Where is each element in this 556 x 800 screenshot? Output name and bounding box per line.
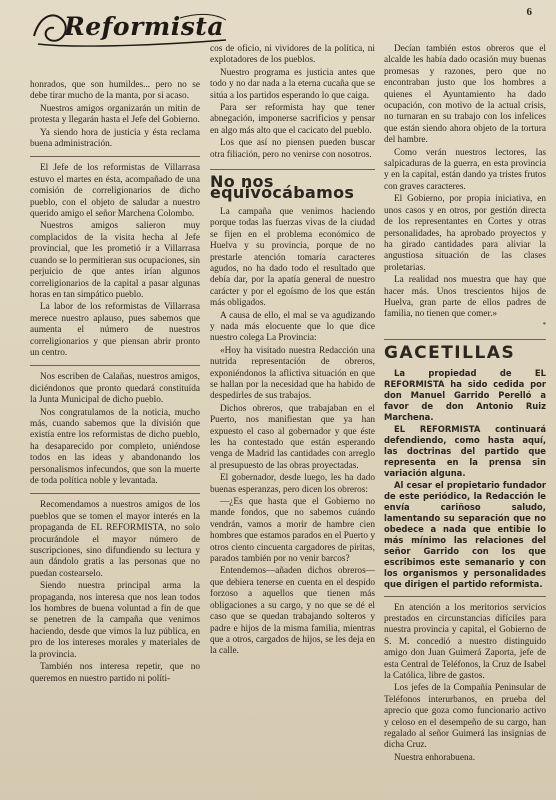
- divider: [384, 596, 546, 597]
- paragraph: También nos interesa repetir, que no queremos en nuestro partido ni políti-: [30, 662, 200, 684]
- paragraph: La realidad nos muestra que hay que hacer más. Unos trescientos hijos de Huelva, gran parte de ellos padres de familia, no tienen que comer.»: [384, 275, 546, 320]
- column-1: [30, 80, 200, 686]
- paragraph: Entendemos—añaden dichos obreros—que debiera tenerse en cuenta en el despido forzoso a aquellos que tienen más obligaciones a su cargo, y no que se dé el caso que se quedan trabajando solteros y padre e hijos de la misma familia, mientras que a otros, cargados de hijos, se les deja en la calle.: [210, 566, 375, 657]
- divider: [30, 493, 200, 494]
- paragraph: Nos escriben de Calañas, nuestros amigos, diciéndonos que pronto quedará constituída la Junta Municipal de dicho pueblo.: [30, 372, 200, 406]
- paragraph: La campaña que venimos haciendo porque todas las fuerzas vivas de la ciudad se fijen en el problema económico de Huelva y su provincia, porque de no prestarle atención tomaría caracteres agudos, no ha dado todo el resultado que debía dar, por la apatía general de nuestro carácter y por el egoísmo de los que están más obligados.: [210, 206, 375, 309]
- paragraph: Siendo nuestra principal arma la propaganda, nos interesa que nos lean todos los hombres de buena voluntad a fin de que se penetren de la campaña que venimos haciendo, desde que vimos la luz pública, en pro de los intereses morales y materiales de la provincia.: [30, 581, 200, 660]
- paragraph: Ya siendo hora de justicia y ésta reclama buena administración.: [30, 127, 200, 150]
- article-signature: *: [542, 320, 546, 329]
- paragraph: Para ser reformista hay que tener abnegación, imponerse sacrificios y pensar en algo más alto que el cacicato del pueblo.: [210, 103, 375, 136]
- paragraph: «Hoy ha visitado nuestra Redacción una nutrida representación de obreros, exponiéndonos la aflictiva situación en que se hallan por la necesidad que ha habido de despedirles de sus trabajos.: [210, 345, 375, 402]
- paragraph: —¿Es que hasta que el Gobierno no mande fondos, que no sabemos cuándo vendrán, vamos a morir de hambre cien hombres que estamos parados en el Puerto y otros ciento cincuenta cargadores de piritas, parados también por no venir barcos?: [210, 497, 375, 565]
- paragraph: Nuestros amigos salieron muy complacidos de la visita hecha al Jefe provincial, que les prometió ir a Villarrasa cuando se lo permitieran sus ocupaciones, sin perjuicio de que antes irían algunos correligionarios de la capital a pasar algunas horas en tan simpático pueblo.: [30, 221, 200, 300]
- paragraph: Los que así no piensen pueden buscar otra filiación, pero no venirse con nosotros.: [210, 138, 375, 160]
- notice-paragraph: La propiedad de EL REFORMISTA ha sido cedida por don Manuel Garrido Perelló a favor de don Antonio Ruiz Marchena.: [384, 367, 546, 422]
- divider: [30, 365, 200, 366]
- paragraph: Nos congratulamos de la noticia, mucho más, cuando sabemos que la división que existía entre los reformistas de dicho pueblo, ha desaparecido por completo, uniéndose todos en las ideas y abandonando los personalismos infecundos, que son la muerte de toda política noble y levantada.: [30, 407, 200, 486]
- paragraph: Nuestra enhorabuena.: [394, 752, 476, 763]
- paragraph: La labor de los reformistas de Villarrasa merece nuestro aplauso, pues sabemos que aumenta el número de nuestros correligionarios y que piensan abrir pronto un centro.: [30, 302, 200, 358]
- paragraph: El Gobierno, por propia iniciativa, en unos casos y en otros, por gestión directa de los representantes en Cortes y otras personalidades, ha aprobado proyectos y ha girado cantidades para aliviar la angustiosa situación de las clases proletarias.: [384, 194, 546, 273]
- paragraph: Los jefes de la Compañía Peninsular de Teléfonos interurbanos, en prueba del aprecio que goza como funcionario activo y celoso en el desempeño de su cargo, han regalado al señor Guimerá las insignias de dicha Cruz.: [384, 683, 546, 751]
- section-heading-no-nos-equivocabamos: No nos equivocábamos: [210, 169, 375, 199]
- paragraph: Nuestro programa es justicia antes que todo y no dar nada a la eterna cucaña que se sitúa a los partidos esperando lo que caiga.: [210, 67, 375, 101]
- paragraph: cos de oficio, ni vividores de la política, ni explotadores de los pueblos.: [210, 44, 375, 66]
- paragraph: honrados, que son humildes... pero no se debe tirar mucho de la manta, por si acaso.: [30, 80, 200, 102]
- paragraph: A causa de ello, el mal se va agudizando y nada más elocuente que lo que dice nuestro colega La Provincia:: [210, 310, 375, 344]
- paragraph: En atención a los meritorios servicios prestados en circunstancias difíciles para nuestra provincia y capital, el Gobierno de S. M. concedió a nuestro distinguido amigo don Juan Guimerá Zaporta, jefe de esta Central de Teléfonos, la Cruz de Isabel la Católica, libre de gastos.: [384, 602, 546, 681]
- paragraph: Dichos obreros, que trabajaban en el Puerto, nos manifiestan que ya han expuesto el caso al gobernador y que éste les ha contestado que están esperando venga de Madrid las cantidades con arreglo al presupuesto de las obras proyectadas.: [210, 403, 375, 471]
- paragraph: El gobernador, desde luego, les ha dado buenas esperanzas, pero dicen los obreros:: [210, 473, 375, 495]
- paragraph: El Jefe de los reformistas de Villarrasa estuvo el martes en ésta, acompañado de una comisión de correligionarios de dicho pueblo, con el objeto de saludar a nuestro querido amigo el señor Marchena Colombo.: [30, 163, 200, 220]
- paragraph: Recomendamos a nuestros amigos de los pueblos que se tomen el mayor interés en la propaganda de EL REFORMISTA, no solo procurándole el mayor número de suscripciones, sino difundiendo su lectura y aun dándolo gratis a las personas que no puedan costearselo.: [30, 500, 200, 579]
- paragraph: Como verán nuestros lectores, las salpicaduras de la guerra, en esta provincia y en la capital, están dando ya tristes frutos con graves caracteres.: [384, 147, 546, 192]
- section-heading-gacetillas: GACETILLAS: [384, 339, 546, 359]
- masthead-title: Reformista: [64, 12, 225, 41]
- paragraph: Decían también estos obreros que el alcalde les había dado ocasión muy buenas promesas y razones, pero que no encontraban justo que los hombres a quienes el Ayuntamiento ha dado ocupación, con motivo de la actual crisis, no turnaran en su trabajo con los infelices que están siendo ahora objeto de la tortura del hambre.: [384, 44, 546, 146]
- divider: [30, 156, 200, 157]
- column-3: [384, 44, 546, 765]
- masthead: [30, 6, 230, 50]
- page-number: 6: [526, 6, 532, 18]
- notice-paragraph: Al cesar el propietario fundador de este periódico, la Redacción le envía cariñoso saludo, lamentando su separación que no obedece a nada que entibie lo más mínimo las relaciones del señor Garrido con los que escribimos este semanario y con los organismos y personalidades que dirigen el partido reformista.: [384, 479, 546, 589]
- paragraph: Nuestros amigos organizarán un mitin de protesta y llegarán hasta el Jefe del Gobierno.: [30, 103, 200, 126]
- column-2: [210, 44, 375, 659]
- notice-paragraph: EL REFORMISTA continuará defendiendo, como hasta aquí, las doctrinas del partido que representa en la prensa sin variación alguna.: [384, 423, 546, 478]
